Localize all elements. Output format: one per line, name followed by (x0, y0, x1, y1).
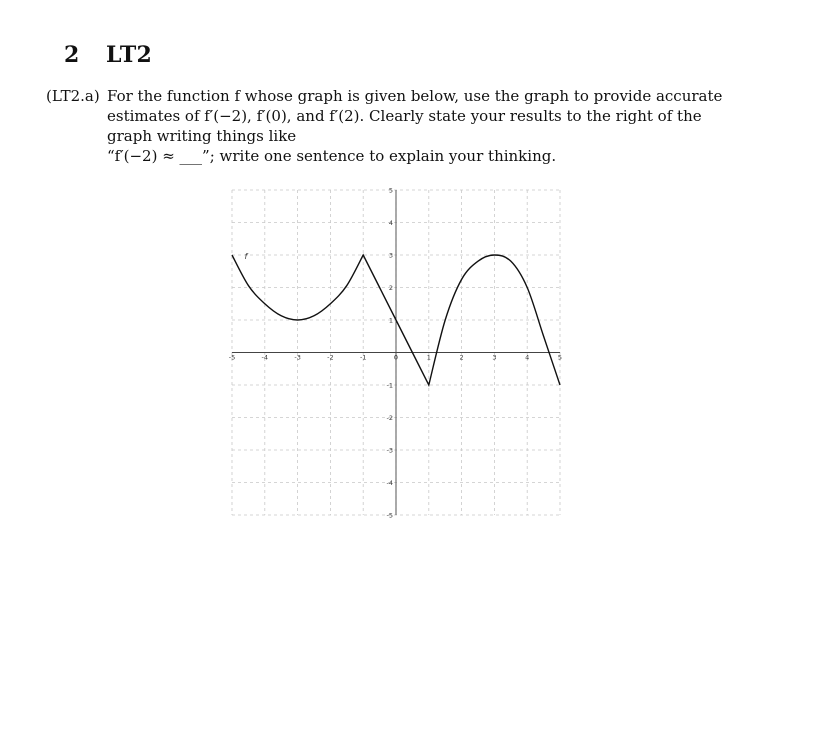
problem-line-1: For the function f whose graph is given below, use the graph to provide accurate (107, 87, 723, 105)
y-tick-label: -5 (386, 511, 393, 520)
graph-svg (225, 182, 565, 522)
problem-label: (LT2.a) (46, 87, 100, 105)
y-tick-label: -3 (386, 446, 393, 455)
x-tick-label: 4 (525, 353, 530, 362)
x-tick-label: -1 (359, 353, 367, 362)
section-number: 2 (64, 42, 80, 68)
axes (232, 190, 563, 515)
y-tick-label: 1 (388, 316, 393, 325)
problem-text (107, 86, 730, 166)
y-tick-label: 2 (388, 284, 393, 292)
y-tick-label: -4 (386, 479, 393, 487)
problem-line-2: estimates of f′(−2), f′(0), and f′(2). Clearly state your results to the right of the (107, 107, 702, 125)
x-tick-label: -4 (261, 353, 269, 362)
y-tick-label: 3 (388, 251, 393, 260)
y-tick-label: -1 (386, 381, 393, 390)
problem-lt2a (46, 86, 730, 166)
problem-line-4: “f′(−2) ≈ ___”; write one sentence to explain your thinking. (107, 147, 557, 165)
x-tick-label: 2 (459, 353, 464, 362)
x-tick-label: 1 (426, 353, 431, 362)
curve-label-f: f (244, 252, 248, 261)
y-tick-label: 5 (388, 186, 393, 195)
x-tick-label: 0 (393, 353, 399, 362)
section-heading (64, 42, 152, 68)
problem-line-3: graph writing things like (107, 127, 297, 145)
x-tick-label: -2 (327, 353, 334, 362)
x-tick-label: 3 (492, 353, 497, 362)
y-tick-label: 4 (388, 219, 393, 227)
x-tick-label: -5 (228, 353, 236, 362)
graph-of-f (225, 182, 565, 522)
x-tick-label: 5 (557, 353, 563, 362)
section-title: LT2 (106, 42, 152, 68)
y-tick-label: -2 (386, 414, 393, 422)
tick-labels (229, 187, 562, 520)
x-tick-label: -3 (294, 353, 301, 362)
